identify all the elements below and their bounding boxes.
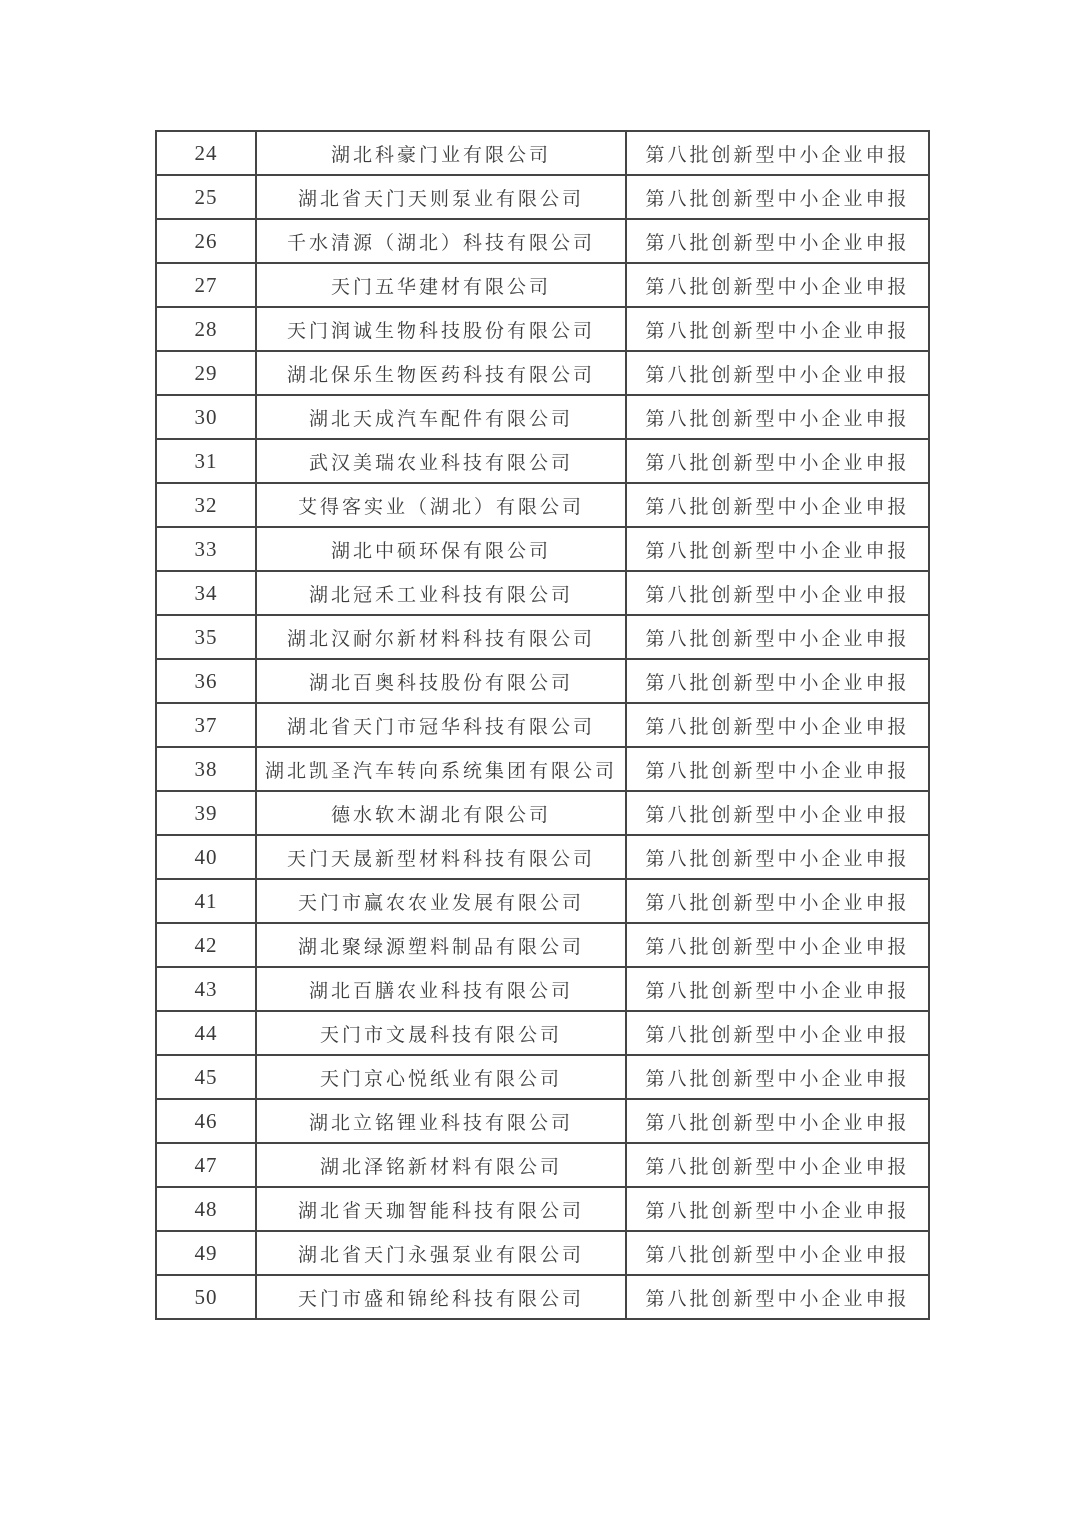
application-type: 第八批创新型中小企业申报 [626, 175, 929, 219]
row-number: 36 [156, 659, 256, 703]
company-name: 天门市赢农农业发展有限公司 [256, 879, 626, 923]
company-table-body [156, 131, 929, 1319]
table-row [156, 307, 929, 351]
table-row [156, 1231, 929, 1275]
row-number: 49 [156, 1231, 256, 1275]
company-name: 湖北省天门天则泵业有限公司 [256, 175, 626, 219]
application-type: 第八批创新型中小企业申报 [626, 263, 929, 307]
application-type: 第八批创新型中小企业申报 [626, 1099, 929, 1143]
row-number: 24 [156, 131, 256, 175]
table-row [156, 879, 929, 923]
application-type: 第八批创新型中小企业申报 [626, 1143, 929, 1187]
row-number: 37 [156, 703, 256, 747]
company-name: 湖北省天门永强泵业有限公司 [256, 1231, 626, 1275]
application-type: 第八批创新型中小企业申报 [626, 483, 929, 527]
table-row [156, 1099, 929, 1143]
row-number: 26 [156, 219, 256, 263]
application-type: 第八批创新型中小企业申报 [626, 923, 929, 967]
application-type: 第八批创新型中小企业申报 [626, 615, 929, 659]
application-type: 第八批创新型中小企业申报 [626, 395, 929, 439]
row-number: 25 [156, 175, 256, 219]
company-name: 艾得客实业（湖北）有限公司 [256, 483, 626, 527]
company-name: 湖北汉耐尔新材料科技有限公司 [256, 615, 626, 659]
company-name: 天门润诚生物科技股份有限公司 [256, 307, 626, 351]
row-number: 28 [156, 307, 256, 351]
application-type: 第八批创新型中小企业申报 [626, 747, 929, 791]
row-number: 46 [156, 1099, 256, 1143]
table-row [156, 1143, 929, 1187]
table-row [156, 351, 929, 395]
application-type: 第八批创新型中小企业申报 [626, 835, 929, 879]
application-type: 第八批创新型中小企业申报 [626, 879, 929, 923]
application-type: 第八批创新型中小企业申报 [626, 439, 929, 483]
application-type: 第八批创新型中小企业申报 [626, 791, 929, 835]
table-row [156, 175, 929, 219]
application-type: 第八批创新型中小企业申报 [626, 1231, 929, 1275]
company-name: 湖北百膳农业科技有限公司 [256, 967, 626, 1011]
row-number: 39 [156, 791, 256, 835]
company-name: 湖北泽铭新材料有限公司 [256, 1143, 626, 1187]
table-row [156, 219, 929, 263]
row-number: 50 [156, 1275, 256, 1319]
row-number: 45 [156, 1055, 256, 1099]
row-number: 44 [156, 1011, 256, 1055]
company-name: 湖北省天珈智能科技有限公司 [256, 1187, 626, 1231]
row-number: 29 [156, 351, 256, 395]
row-number: 35 [156, 615, 256, 659]
application-type: 第八批创新型中小企业申报 [626, 219, 929, 263]
table-row [156, 747, 929, 791]
company-name: 武汉美瑞农业科技有限公司 [256, 439, 626, 483]
row-number: 43 [156, 967, 256, 1011]
company-name: 湖北保乐生物医药科技有限公司 [256, 351, 626, 395]
table-row [156, 923, 929, 967]
row-number: 47 [156, 1143, 256, 1187]
table-row [156, 615, 929, 659]
company-name: 湖北科豪门业有限公司 [256, 131, 626, 175]
row-number: 27 [156, 263, 256, 307]
application-type: 第八批创新型中小企业申报 [626, 1275, 929, 1319]
application-type: 第八批创新型中小企业申报 [626, 1187, 929, 1231]
table-row [156, 967, 929, 1011]
company-name: 湖北天成汽车配件有限公司 [256, 395, 626, 439]
application-type: 第八批创新型中小企业申报 [626, 1011, 929, 1055]
company-name: 天门天晟新型材料科技有限公司 [256, 835, 626, 879]
table-row [156, 1275, 929, 1319]
table-row [156, 395, 929, 439]
row-number: 38 [156, 747, 256, 791]
table-row [156, 703, 929, 747]
table-row [156, 1187, 929, 1231]
row-number: 30 [156, 395, 256, 439]
row-number: 34 [156, 571, 256, 615]
row-number: 32 [156, 483, 256, 527]
row-number: 33 [156, 527, 256, 571]
company-name: 湖北百奥科技股份有限公司 [256, 659, 626, 703]
company-name: 天门五华建材有限公司 [256, 263, 626, 307]
application-type: 第八批创新型中小企业申报 [626, 527, 929, 571]
table-row [156, 483, 929, 527]
application-type: 第八批创新型中小企业申报 [626, 571, 929, 615]
application-type: 第八批创新型中小企业申报 [626, 351, 929, 395]
company-name: 湖北省天门市冠华科技有限公司 [256, 703, 626, 747]
company-name: 天门京心悦纸业有限公司 [256, 1055, 626, 1099]
table-row [156, 439, 929, 483]
company-name: 湖北凯圣汽车转向系统集团有限公司 [256, 747, 626, 791]
company-name: 千水清源（湖北）科技有限公司 [256, 219, 626, 263]
company-table [155, 130, 930, 1320]
table-row [156, 1055, 929, 1099]
company-name: 天门市盛和锦纶科技有限公司 [256, 1275, 626, 1319]
row-number: 31 [156, 439, 256, 483]
application-type: 第八批创新型中小企业申报 [626, 703, 929, 747]
row-number: 48 [156, 1187, 256, 1231]
table-row [156, 263, 929, 307]
application-type: 第八批创新型中小企业申报 [626, 131, 929, 175]
application-type: 第八批创新型中小企业申报 [626, 659, 929, 703]
table-row [156, 131, 929, 175]
table-row [156, 659, 929, 703]
company-name: 湖北冠禾工业科技有限公司 [256, 571, 626, 615]
company-name: 湖北聚绿源塑料制品有限公司 [256, 923, 626, 967]
application-type: 第八批创新型中小企业申报 [626, 307, 929, 351]
table-row [156, 571, 929, 615]
company-name: 天门市文晟科技有限公司 [256, 1011, 626, 1055]
table-row [156, 791, 929, 835]
table-row [156, 1011, 929, 1055]
company-name: 湖北立铭锂业科技有限公司 [256, 1099, 626, 1143]
company-name: 湖北中硕环保有限公司 [256, 527, 626, 571]
row-number: 40 [156, 835, 256, 879]
table-row [156, 835, 929, 879]
row-number: 42 [156, 923, 256, 967]
table-row [156, 527, 929, 571]
application-type: 第八批创新型中小企业申报 [626, 1055, 929, 1099]
row-number: 41 [156, 879, 256, 923]
company-name: 德水软木湖北有限公司 [256, 791, 626, 835]
application-type: 第八批创新型中小企业申报 [626, 967, 929, 1011]
